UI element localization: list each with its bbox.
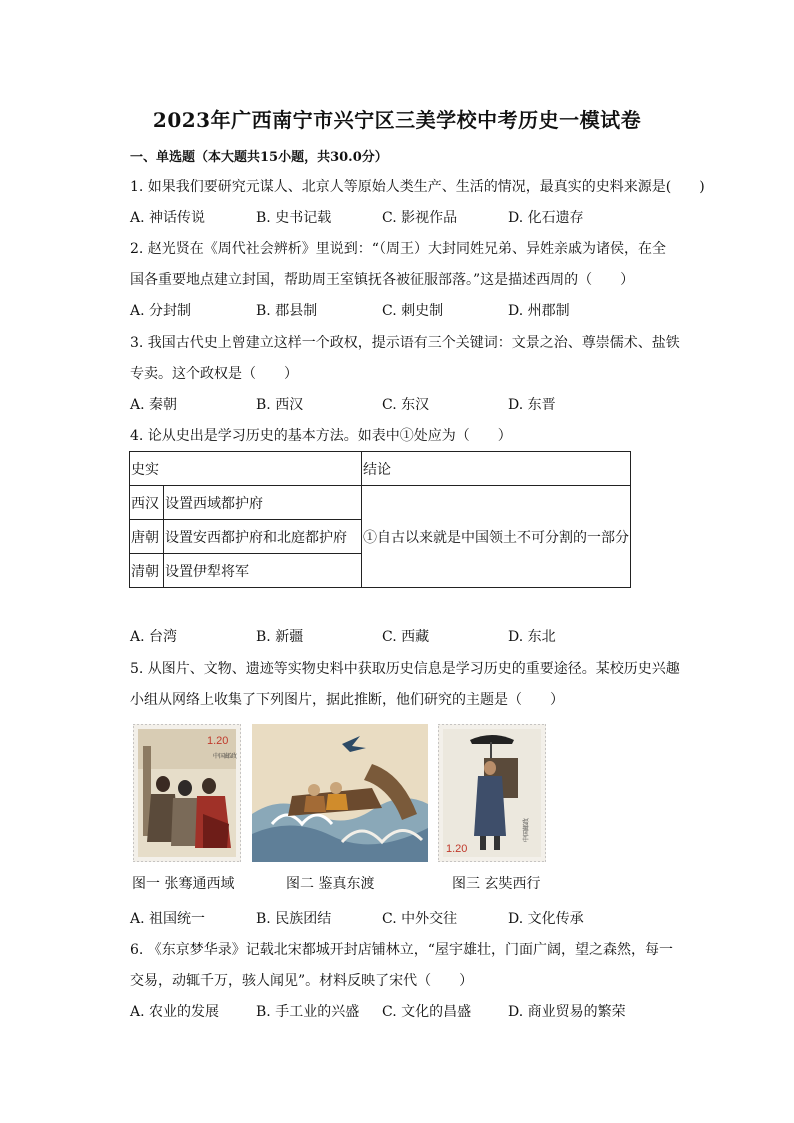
question-3-stem-line1: 3. 我国古代史上曾建立这样一个政权，提示语有三个关键词：文景之治、尊崇儒术、盐铁 bbox=[130, 335, 680, 351]
option-d[interactable]: D. 东北 bbox=[508, 629, 556, 645]
option-c[interactable]: C. 西藏 bbox=[382, 629, 430, 645]
figure-zhang-qian-stamp bbox=[133, 724, 241, 862]
figure-caption: 图一 张骞通西域 bbox=[132, 876, 235, 892]
table-cell-fact: 设置西域都护府 bbox=[164, 486, 362, 520]
option-d[interactable]: D. 东晋 bbox=[508, 397, 556, 413]
figure-xuanzang-stamp bbox=[438, 724, 546, 862]
table-header-fact: 史实 bbox=[130, 452, 362, 486]
figure-caption: 图三 玄奘西行 bbox=[452, 876, 541, 892]
question-2-stem-line1: 2. 赵光贤在《周代社会辨析》里说到：“（周王）大封同姓兄弟、异姓亲戚为诸侯，在全 bbox=[130, 241, 666, 257]
question-6-stem-line1: 6. 《东京梦华录》记载北宋都城开封店铺林立，“屋宇雄壮，门面广阔，望之森然，每一 bbox=[130, 942, 673, 958]
option-b[interactable]: B. 新疆 bbox=[256, 629, 304, 645]
question-5-stem-line1: 5. 从图片、文物、遗迹等实物史料中获取历史信息是学习历史的重要途径。某校历史兴趣 bbox=[130, 661, 680, 677]
table-cell-dynasty: 唐朝 bbox=[130, 520, 164, 554]
option-a[interactable]: A. 台湾 bbox=[130, 629, 178, 645]
question-3-stem-line2: 专卖。这个政权是（ ） bbox=[130, 366, 298, 382]
option-a[interactable]: A. 农业的发展 bbox=[130, 1004, 220, 1020]
option-b[interactable]: B. 手工业的兴盛 bbox=[256, 1004, 360, 1020]
option-b[interactable]: B. 郡县制 bbox=[256, 303, 318, 319]
option-d[interactable]: D. 商业贸易的繁荣 bbox=[508, 1004, 626, 1020]
stamp-issuer-text: 中国邮政 bbox=[523, 817, 530, 842]
option-c[interactable]: C. 文化的昌盛 bbox=[382, 1004, 472, 1020]
question-1-stem: 1. 如果我们要研究元谋人、北京人等原始人类生产、生活的情况，最真实的史料来源是( ) bbox=[130, 179, 705, 195]
table-row bbox=[130, 486, 631, 520]
option-c[interactable]: C. 刺史制 bbox=[382, 303, 444, 319]
table-cell-dynasty: 清朝 bbox=[130, 554, 164, 588]
table-cell-conclusion: ①自古以来就是中国领土不可分割的一部分 bbox=[362, 486, 631, 588]
page-title: 2023年广西南宁市兴宁区三美学校中考历史一模试卷 bbox=[152, 108, 642, 132]
option-b[interactable]: B. 西汉 bbox=[256, 397, 304, 413]
stamp-value-text: 1.20 bbox=[446, 843, 468, 855]
stamp-issuer-text: 中国邮政 bbox=[213, 753, 238, 760]
option-b[interactable]: B. 民族团结 bbox=[256, 911, 332, 927]
option-d[interactable]: D. 文化传承 bbox=[508, 911, 584, 927]
table-cell-fact: 设置安西都护府和北庭都护府 bbox=[164, 520, 362, 554]
option-c[interactable]: C. 东汉 bbox=[382, 397, 430, 413]
history-table bbox=[129, 451, 631, 588]
option-a[interactable]: A. 神话传说 bbox=[130, 210, 206, 226]
table-cell-dynasty: 西汉 bbox=[130, 486, 164, 520]
question-2-stem-line2: 国各重要地点建立封国，帮助周王室镇抚各被征服部落。”这是描述西周的（ ） bbox=[130, 272, 635, 288]
option-c[interactable]: C. 影视作品 bbox=[382, 210, 458, 226]
question-6-stem-line2: 交易，动辄千万，骇人闻见”。材料反映了宋代（ ） bbox=[130, 973, 474, 989]
option-a[interactable]: A. 分封制 bbox=[130, 303, 192, 319]
option-d[interactable]: D. 州郡制 bbox=[508, 303, 570, 319]
stamp-value-text: 1.20 bbox=[207, 735, 229, 747]
figure-jianzhen-painting bbox=[252, 724, 428, 862]
figure-caption: 图二 鉴真东渡 bbox=[286, 876, 375, 892]
table-header-conclusion: 结论 bbox=[362, 452, 631, 486]
figure-group bbox=[130, 724, 550, 894]
option-b[interactable]: B. 史书记载 bbox=[256, 210, 332, 226]
question-4-stem: 4. 论从史出是学习历史的基本方法。如表中①处应为（ ） bbox=[130, 428, 512, 444]
option-a[interactable]: A. 祖国统一 bbox=[130, 911, 206, 927]
option-d[interactable]: D. 化石遗存 bbox=[508, 210, 584, 226]
option-a[interactable]: A. 秦朝 bbox=[130, 397, 178, 413]
option-c[interactable]: C. 中外交往 bbox=[382, 911, 458, 927]
question-5-stem-line2: 小组从网络上收集了下列图片，据此推断，他们研究的主题是（ ） bbox=[130, 692, 564, 708]
table-cell-fact: 设置伊犁将军 bbox=[164, 554, 362, 588]
section-heading: 一、单选题（本大题共15小题，共30.0分） bbox=[130, 150, 388, 165]
